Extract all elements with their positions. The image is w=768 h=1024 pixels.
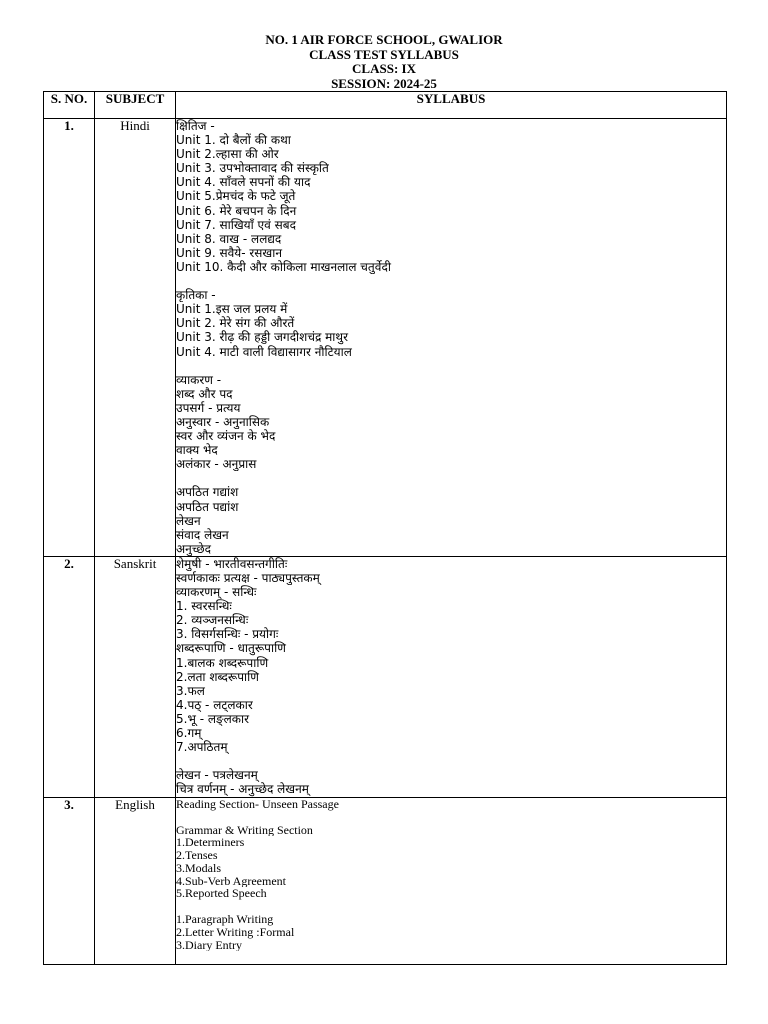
syllabus-line: अपठित पद्यांश (176, 499, 239, 514)
syllabus-line: 4.पठ् - लट्लकार (176, 697, 253, 712)
syllabus-line: शेमुषी - भारतीवसन्तगीतिः (176, 556, 288, 571)
syllabus-line: शब्द और पद (176, 386, 233, 401)
class-label: CLASS: IX (352, 61, 416, 76)
column-header-syllabus: SYLLABUS (176, 92, 727, 119)
syllabus-line: 2. व्यञ्जनसन्धिः (176, 613, 249, 628)
syllabus-line: Unit 6. मेरे बचपन के दिन (176, 203, 297, 218)
syllabus-line: अपठित गद्यांश (176, 485, 239, 500)
row-sno: 3. (44, 797, 95, 964)
syllabus-line: लेखन - पत्रलेखनम् (176, 768, 258, 783)
syllabus-cell-english (176, 797, 727, 964)
syllabus-line: 1.Paragraph Writing (176, 913, 274, 926)
syllabus-line: 4.Sub-Verb Agreement (176, 874, 286, 888)
syllabus-cell-hindi (176, 119, 727, 557)
syllabus-line: शब्दरूपाणि - धातुरूपाणि (176, 641, 286, 656)
syllabus-line: Unit 4. माटी वाली विद्यासागर नौटियाल (176, 344, 352, 359)
syllabus-line: Unit 4. साँवले सपनों की याद (176, 175, 311, 190)
syllabus-line: क्षितिज - (176, 119, 215, 133)
document-title: CLASS TEST SYLLABUS (309, 46, 459, 62)
syllabus-line: 6.गम् (176, 726, 202, 741)
table-row-sanskrit (44, 556, 727, 797)
table-row-english (44, 797, 727, 964)
syllabus-line: Unit 1. दो बैलों की कथा (176, 133, 291, 148)
spacer (176, 754, 726, 768)
syllabus-line: 3.Modals (176, 861, 221, 875)
syllabus-line: Unit 10. कैदी और कोकिला माखनलाल चतुर्वेदी (176, 259, 391, 274)
syllabus-line: 5.Reported Speech (176, 887, 267, 901)
syllabus-line: अलंकार - अनुप्रास (176, 457, 257, 472)
syllabus-line: 5.भू - लङ्लकार (176, 711, 249, 726)
syllabus-line: Unit 1.इस जल प्रलय में (176, 302, 288, 317)
row-subject: English (95, 797, 176, 964)
row-subject: Hindi (95, 119, 176, 557)
syllabus-line: चित्र वर्णनम् - अनुच्छेद लेखनम् (176, 782, 309, 797)
syllabus-line: 1.Determiners (176, 836, 245, 850)
syllabus-line: 2.Tenses (176, 849, 218, 862)
school-name: NO. 1 AIR FORCE SCHOOL, GWALIOR (265, 32, 503, 47)
syllabus-line: 1. स्वरसन्धिः (176, 599, 232, 614)
syllabus-line: Unit 2. मेरे संग की औरतें (176, 316, 295, 331)
syllabus-line: संवाद लेखन (176, 527, 229, 542)
table-row-hindi (44, 119, 727, 557)
document-header (0, 33, 768, 91)
session-label: SESSION: 2024-25 (331, 75, 437, 91)
syllabus-line: Unit 7. साखियाँ एवं सबद (176, 217, 296, 232)
syllabus-line: व्याकरण - (176, 372, 222, 387)
column-header-subject: SUBJECT (95, 92, 176, 119)
syllabus-line: लेखन (176, 513, 201, 528)
table-header-row (44, 92, 727, 119)
spacer (176, 811, 726, 824)
syllabus-line: 3. विसर्गसन्धिः - प्रयोगः (176, 627, 279, 642)
spacer (176, 359, 726, 373)
syllabus-line: 1.बालक शब्दरूपाणि (176, 655, 269, 670)
row-sno: 1. (44, 119, 95, 557)
syllabus-line: कृतिका - (176, 288, 216, 303)
spacer (176, 900, 726, 913)
syllabus-line: Unit 2.ल्हासा की ओर (176, 147, 279, 162)
syllabus-line: उपसर्ग - प्रत्यय (176, 400, 241, 415)
syllabus-line: 2.लता शब्दरूपाणि (176, 669, 259, 684)
syllabus-line: Unit 8. वाख - ललद्यद (176, 231, 282, 246)
syllabus-line: अनुच्छेद (176, 541, 212, 556)
syllabus-line: 7.अपठितम् (176, 740, 228, 755)
row-sno: 2. (44, 556, 95, 797)
spacer (176, 274, 726, 288)
syllabus-line: अनुस्वार - अनुनासिक (176, 414, 270, 429)
syllabus-line: स्वर्णकाकः प्रत्यक्ष - पाठ्यपुस्तकम् (176, 571, 320, 585)
syllabus-cell-sanskrit (176, 556, 727, 797)
syllabus-line: Unit 3. उपभोक्तावाद की संस्कृति (176, 161, 329, 176)
syllabus-line: 3.फल (176, 683, 205, 698)
syllabus-table (43, 91, 727, 965)
syllabus-line: 2.Letter Writing :Formal (176, 925, 295, 939)
syllabus-line: स्वर और व्यंजन के भेद (176, 429, 276, 444)
syllabus-line: 3.Diary Entry (176, 938, 242, 952)
syllabus-line: Grammar & Writing Section (176, 823, 313, 837)
syllabus-line: Unit 9. सवैये- रसखान (176, 245, 282, 260)
syllabus-line: व्याकरणम् - सन्धिः (176, 585, 257, 600)
syllabus-line: Unit 5.प्रेमचंद के फटे जूते (176, 189, 296, 204)
spacer (176, 471, 726, 485)
syllabus-line: Reading Section- Unseen Passage (176, 797, 339, 811)
syllabus-line: Unit 3. रीढ़ की हड्डी जगदीशचंद्र माथुर (176, 330, 348, 345)
column-header-sno: S. NO. (44, 92, 95, 119)
syllabus-line: वाक्य भेद (176, 443, 218, 458)
row-subject: Sanskrit (95, 556, 176, 797)
